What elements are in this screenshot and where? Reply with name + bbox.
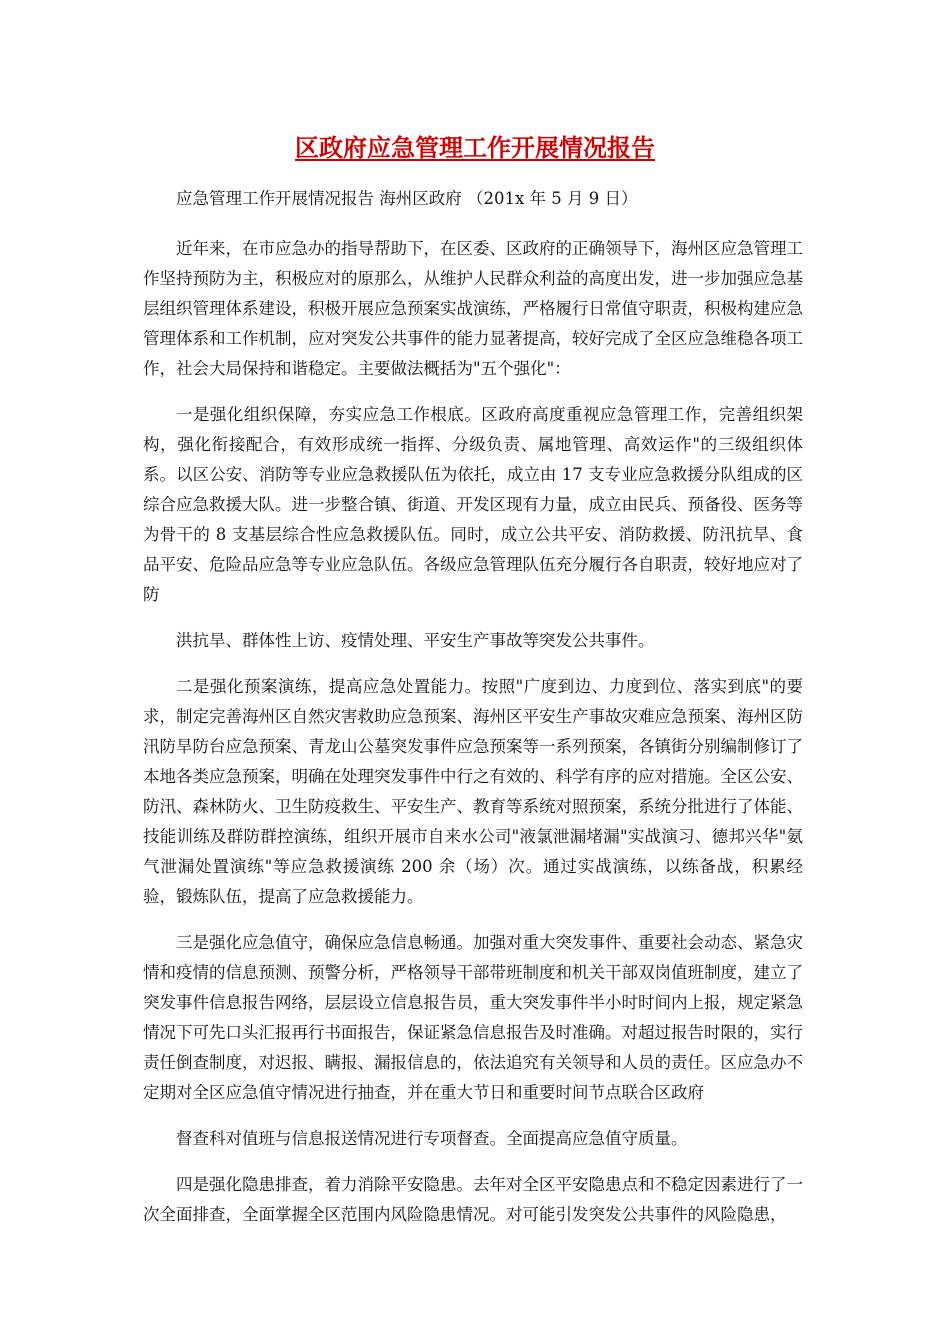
document-title: 区政府应急管理工作开展情况报告 <box>295 134 655 162</box>
paragraph-intro: 近年来，在市应急办的指导帮助下，在区委、区政府的正确领导下，海州区应急管理工作坚持预防为主，积极应对的原那么，从维护人民群众利益的高度出发，进一步加强应急基层组织管理体系建设，积极开展应急预案实战演练，严格履行日常值守职责，积极构建应急管理体系和工作机制，应对突发公共事件的能力显著提高，较好完成了全区应急维稳各项工作，社会大局保持和谐稳定。主要做法概括为"五个强化"： <box>143 239 803 378</box>
paragraph-point-three-continued: 督查科对值班与信息报送情况进行专项督查。全面提高应急值守质量。 <box>176 1129 688 1148</box>
paragraph-point-one-continued: 洪抗旱、群体性上访、疫情处理、平安生产事故等突发公共事件。 <box>176 631 655 650</box>
document-body <box>143 184 803 1246</box>
report-subtitle: 应急管理工作开展情况报告 海州区政府 （201x 年 5 月 9 日） <box>176 189 638 208</box>
paragraph-point-one: 一是强化组织保障，夯实应急工作根底。区政府高度重视应急管理工作，完善组织架构，强化衔接配合，有效形成统一指挥、分级负责、属地管理、高效运作"的三级组织体系。以区公安、消防等专业应急救援队伍为依托，成立由 17 支专业应急救援分队组成的区综合应急救援大队。进一步整合镇、街道、开发区现有力量，成立由民兵、预备役、医务等为骨干的 8 支基层综合性应急救援队伍。同时，成立公共平安、消防救援、防汛抗旱、食品平安、危险品应急等专业应急队伍。各级应急管理队伍充分履行各自职责，较好地应对了防 <box>143 405 803 604</box>
paragraph-point-four: 四是强化隐患排查，着力消除平安隐患。去年对全区平安隐患点和不稳定因素进行了一次全面排查，全面掌握全区范围内风险隐患情况。对可能引发突发公共事件的风险隐患， <box>143 1175 803 1224</box>
paragraph-point-two: 二是强化预案演练，提高应急处置能力。按照"广度到边、力度到位、落实到底"的要求，制定完善海州区自然灾害救助应急预案、海州区平安生产事故灾难应急预案、海州区防汛防旱防台应急预案、青龙山公墓突发事件应急预案等一系列预案，各镇街分别编制修订了本地各类应急预案，明确在处理突发事件中行之有效的、科学有序的应对措施。全区公安、防汛、森林防火、卫生防疫救生、平安生产、教育等系统对照预案，系统分批进行了体能、技能训练及群防群控演练，组织开展市自来水公司"液氯泄漏堵漏"实战演习、德邦兴华"氨气泄漏处置演练"等应急救援演练 200 余（场）次。通过实战演练，以练备战，积累经验，锻炼队伍，提高了应急救援能力。 <box>143 677 803 906</box>
paragraph-point-three: 三是强化应急值守，确保应急信息畅通。加强对重大突发事件、重要社会动态、紧急灾情和疫情的信息预测、预警分析，严格领导干部带班制度和机关干部双岗值班制度，建立了突发事件信息报告网络，层层设立信息报告员，重大突发事件半小时时间内上报，规定紧急情况下可先口头汇报再行书面报告，保证紧急信息报告及时准确。对超过报告时限的，实行责任倒查制度，对迟报、瞒报、漏报信息的，依法追究有关领导和人员的责任。区应急办不定期对全区应急值守情况进行抽查，并在重大节日和重要时间节点联合区政府 <box>143 933 803 1102</box>
